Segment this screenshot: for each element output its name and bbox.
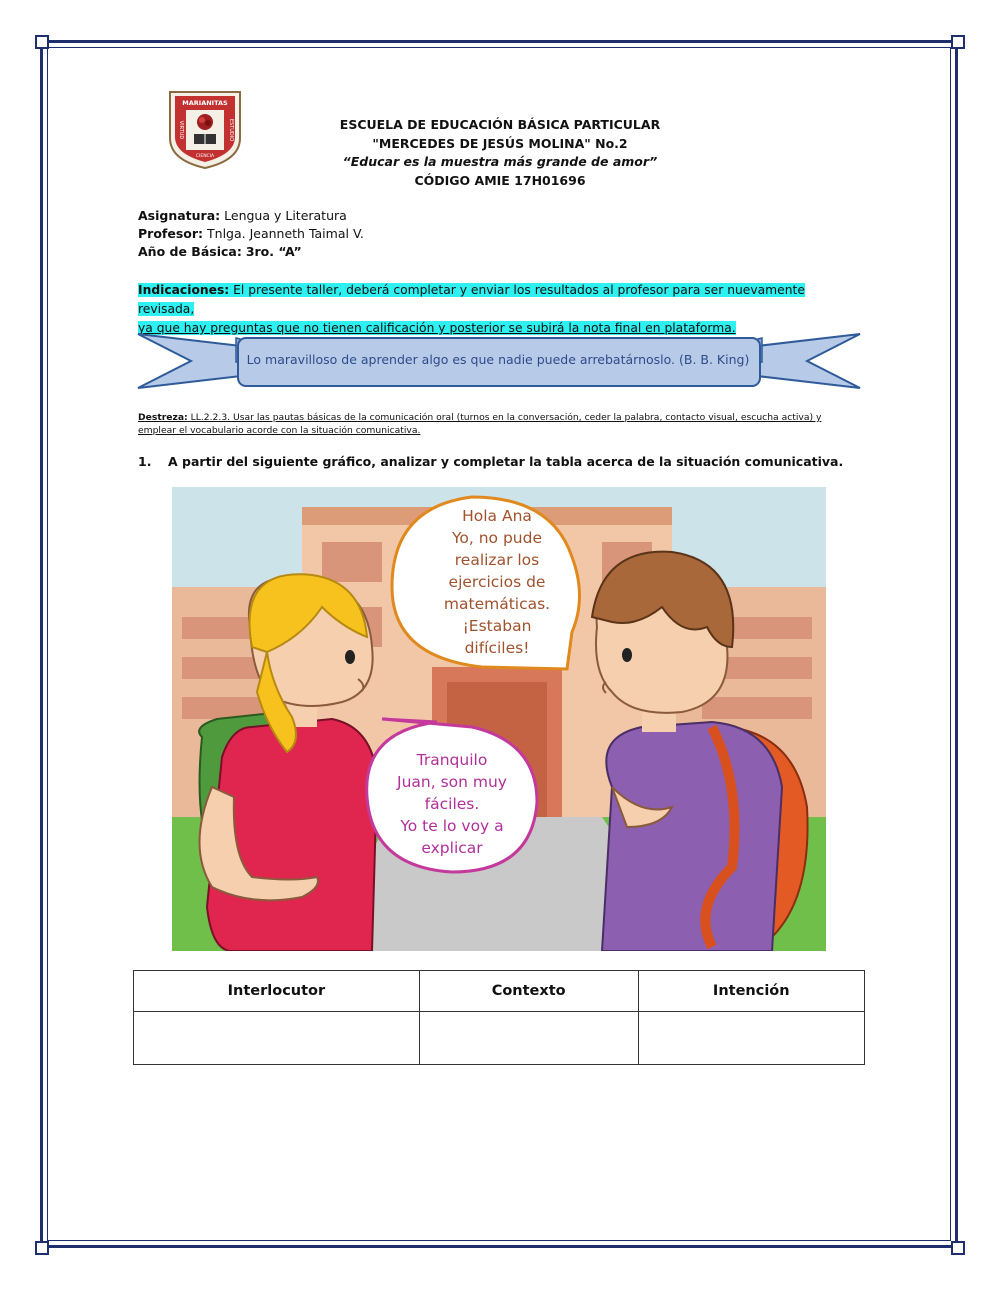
girl-bubble-line: fáciles. [424,795,480,813]
school-code: CÓDIGO AMIE 17H01696 [414,172,586,188]
indications-line2: ya que hay preguntas que no tienen calificación y posterior se subirá la nota final en plataforma. [138,321,736,335]
girl-bubble-line: explicar [421,839,483,857]
frame-corner-top-right [951,35,965,49]
school-logo [166,90,244,170]
boy-bubble-line: ¡Estaban [462,617,532,635]
header-contexto: Contexto [419,971,638,1012]
subject-value: Lengua y Literatura [224,208,347,223]
destreza-label: Destreza: [138,412,188,423]
school-motto: “Educar es la muestra más grande de amor” [342,154,658,169]
destreza [138,411,862,437]
course-info [138,207,364,261]
logo-bottom-text: CIENCIA [195,154,215,159]
girl-bubble-line: Yo te lo voy a [400,817,504,835]
response-table [133,970,865,1065]
frame-corner-bottom-right [951,1241,965,1255]
cell-intencion[interactable] [638,1012,864,1065]
teacher-label: Profesor: [138,226,204,241]
header-intencion: Intención [638,971,864,1012]
grade-label: Año de Básica: [138,244,242,259]
girl-bubble-line: Tranquilo [416,751,488,769]
question-number: 1. [138,454,152,469]
subject-label: Asignatura: [138,208,221,223]
cell-interlocutor[interactable] [134,1012,420,1065]
frame-corner-bottom-left [35,1241,49,1255]
institution-name: "MERCEDES DE JESÚS MOLINA" No.2 [372,135,628,151]
logo-top-text: MARIANITAS [182,99,228,107]
boy-bubble-line: ejercicios de [448,573,546,591]
boy-bubble-line: Hola Ana [462,507,532,525]
dialogue-illustration [172,487,826,951]
indications-line1: El presente taller, deberá completar y enviar los resultados al profesor para ser nuevamente revisada, [138,283,805,316]
boy-bubble-text [397,505,597,659]
girl-bubble-text [372,749,532,859]
cell-contexto[interactable] [419,1012,638,1065]
table-header-row [134,971,865,1012]
school-name: ESCUELA DE EDUCACIÓN BÁSICA PARTICULAR [339,117,661,132]
question-text: A partir del siguiente gráfico, analizar y completar la tabla acerca de la situación comunicativa. [168,454,844,469]
table-row [134,1012,865,1065]
logo-right-text: ESTUDIO [228,118,234,142]
school-header [250,116,750,190]
logo-left-text: VIRTUD [178,120,184,140]
header-interlocutor: Interlocutor [134,971,420,1012]
teacher-value: Tnlga. Jeanneth Taimal V. [207,226,364,241]
destreza-text: LL.2.2.3. Usar las pautas básicas de la comunicación oral (turnos en la conversación, ceder la palabra, contacto visual, escucha activa) y emplear el vocabulario acorde con la situación comunicativa. [138,412,822,436]
indications-label: Indicaciones: [138,283,230,297]
boy-bubble-line: matemáticas. [443,595,551,613]
boy-bubble-line: Yo, no pude [451,529,543,547]
girl-bubble-line: Juan, son muy [397,773,507,791]
boy-bubble-line: difíciles! [464,639,530,657]
grade-value: 3ro. “A” [245,244,302,259]
banner-quote: Lo maravilloso de aprender algo es que nadie puede arrebatárnoslo. (B. B. King) [246,352,750,367]
boy-bubble-line: realizar los [454,551,540,569]
question [138,454,843,469]
frame-corner-top-left [35,35,49,49]
